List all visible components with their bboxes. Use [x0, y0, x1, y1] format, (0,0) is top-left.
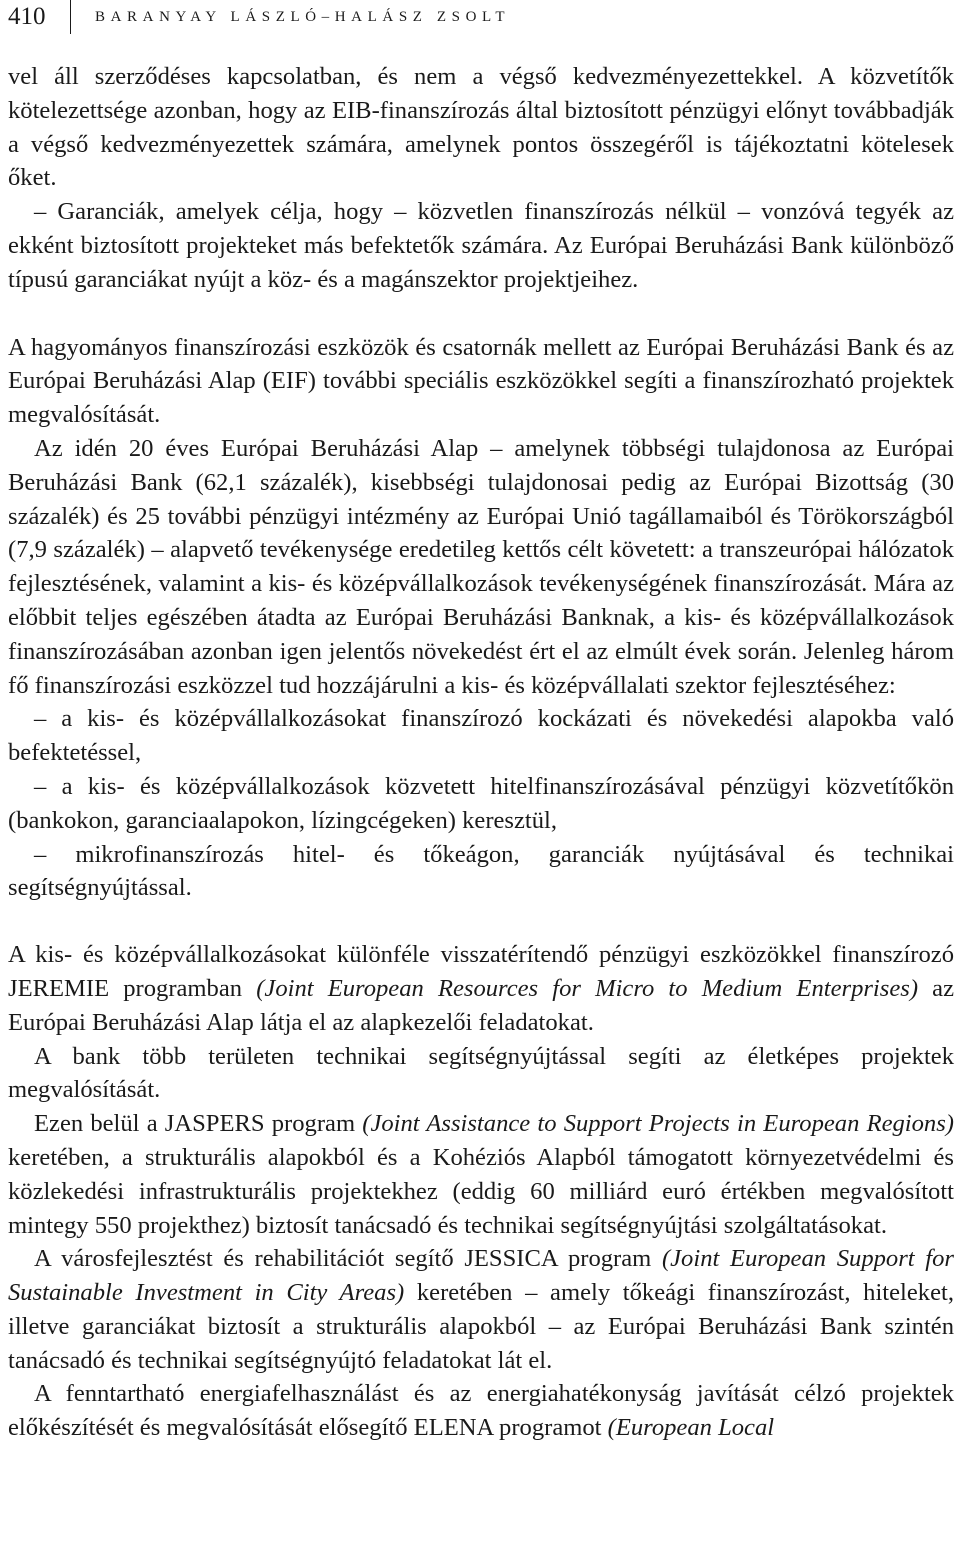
text-segment: A kis- és középvállalkozásokat különféle visszatérítendő pénzügyi eszközökkel finanszírozó JEREMIE programban — [8, 941, 954, 1002]
italic-segment: (Joint European Support for Sustainable Investment in City Areas) — [8, 1245, 955, 1307]
paragraph-jessica — [8, 1242, 954, 1377]
paragraph-eif: Az idén 20 éves Európai Beruházási Alap – amelynek többségi tulajdonosa az Európai Beruházási Bank (62,1 százalék), kisebbségi tulajdonosai pedig az Európai Bizottság (30 százalék) és 25 további pénzügyi intézmény az Európai Unió tagállamaiból és Törökországból (7,9 százalék) – alapvető tevékenysége eredetileg kettős célt követett: a transzeurópai hálózatok fejlesztésének, valamint a kis- és középvállalkozások tevékenységének finanszírozását. Mára az előbbit teljes egészében átadta az Európai Beruházási Banknak, a kis- és középvállalkozások finanszírozásában azonban igen jelentős növekedést ért el az elmúlt évek során. Jelenleg három fő finanszírozási eszközzel tud hozzájárulni a kis- és középvállalati szektor fejlesztéséhez: — [8, 434, 954, 699]
paragraph-jaspers — [8, 1107, 954, 1242]
list-item: – a kis- és középvállalkozások közvetett hitelfinanszírozásával pénzügyi közvetítőkön (bankokon, garanciaalapokon, lízingcégeken) keresztül, — [8, 772, 954, 834]
paragraph-traditional-instruments: A hagyományos finanszírozási eszközök és csatornák mellett az Európai Beruházási Bank és az Európai Beruházási Alap (EIF) további speciális eszközökkel segíti a finanszírozható projektek megvalósítását. — [8, 333, 954, 429]
italic-segment: (Joint European Resources for Micro to Medium Enterprises) — [256, 974, 919, 1002]
text-segment: keretében, a strukturális alapokból és a Kohéziós Alapból támogatott környezetvédelmi és közlekedési infrastrukturális projektekhez (eddig 60 milliárd euró értékben megvalósított mintegy 550 projekthez) biztosít tanácsadó és technikai segítségnyújtási szolgáltatásokat. — [8, 1143, 954, 1239]
italic-segment: (Joint Assistance to Support Projects in European Regions) — [362, 1110, 954, 1138]
italic-segment: (European Local — [607, 1414, 775, 1442]
running-head: BARANYAY LÁSZLÓ–HALÁSZ ZSOLT — [95, 8, 511, 25]
text-segment: keretében – amely tőkeági finanszírozást, hiteleket, illetve garanciákat biztosít a strukturális alapokból – az Európai Beruházási Bank szintén tanácsadó és technikai segítségnyújtó feladatokat lát el. — [8, 1279, 954, 1374]
paragraph-technical-assistance: A bank több területen technikai segítségnyújtással segíti az életképes projektek megvalósítását. — [8, 1042, 954, 1104]
paragraph-guarantees: – Garanciák, amelyek célja, hogy – közvetlen finanszírozás nélkül – vonzóvá tegyék az ekként biztosított projekteket más befektetők számára. Az Európai Beruházási Bank különböző típusú garanciákat nyújt a köz- és a magánszektor projektjeihez. — [8, 198, 954, 293]
list-item: – mikrofinanszírozás hitel- és tőkeágon, garanciák nyújtásával és technikai segítségnyújtással. — [8, 840, 954, 902]
page-number: 410 — [8, 3, 46, 30]
text-segment: Ezen belül a JASPERS program — [34, 1110, 363, 1138]
text-segment: A városfejlesztést és rehabilitációt segítő JESSICA program — [34, 1245, 662, 1273]
paragraph-jeremie — [8, 938, 954, 1039]
header-divider — [70, 0, 71, 34]
body-text — [8, 60, 954, 1445]
list-item: – a kis- és középvállalkozásokat finanszírozó kockázati és növekedési alapokba való befektetéssel, — [8, 705, 954, 767]
page-header — [8, 0, 952, 34]
paragraph-intermediaries: vel áll szerződéses kapcsolatban, és nem a végső kedvezményezettekkel. A közvetítők kötelezettsége azonban, hogy az EIB-finanszírozás által biztosított pénzügyi előnyt továbbadják a végső kedvezményezettek számára, amelynek pontos összegéről is tájékoztatni kötelesek őket. — [8, 63, 954, 192]
text-segment: A fenntartható energiafelhasználást és az energiahatékonyság javítását célzó projektek előkészítését és megvalósítását elősegítő ELENA programot — [8, 1380, 954, 1442]
paragraph-elena — [8, 1377, 954, 1445]
text-segment: az Európai Beruházási Alap látja el az alapkezelői feladatokat. — [8, 974, 954, 1036]
